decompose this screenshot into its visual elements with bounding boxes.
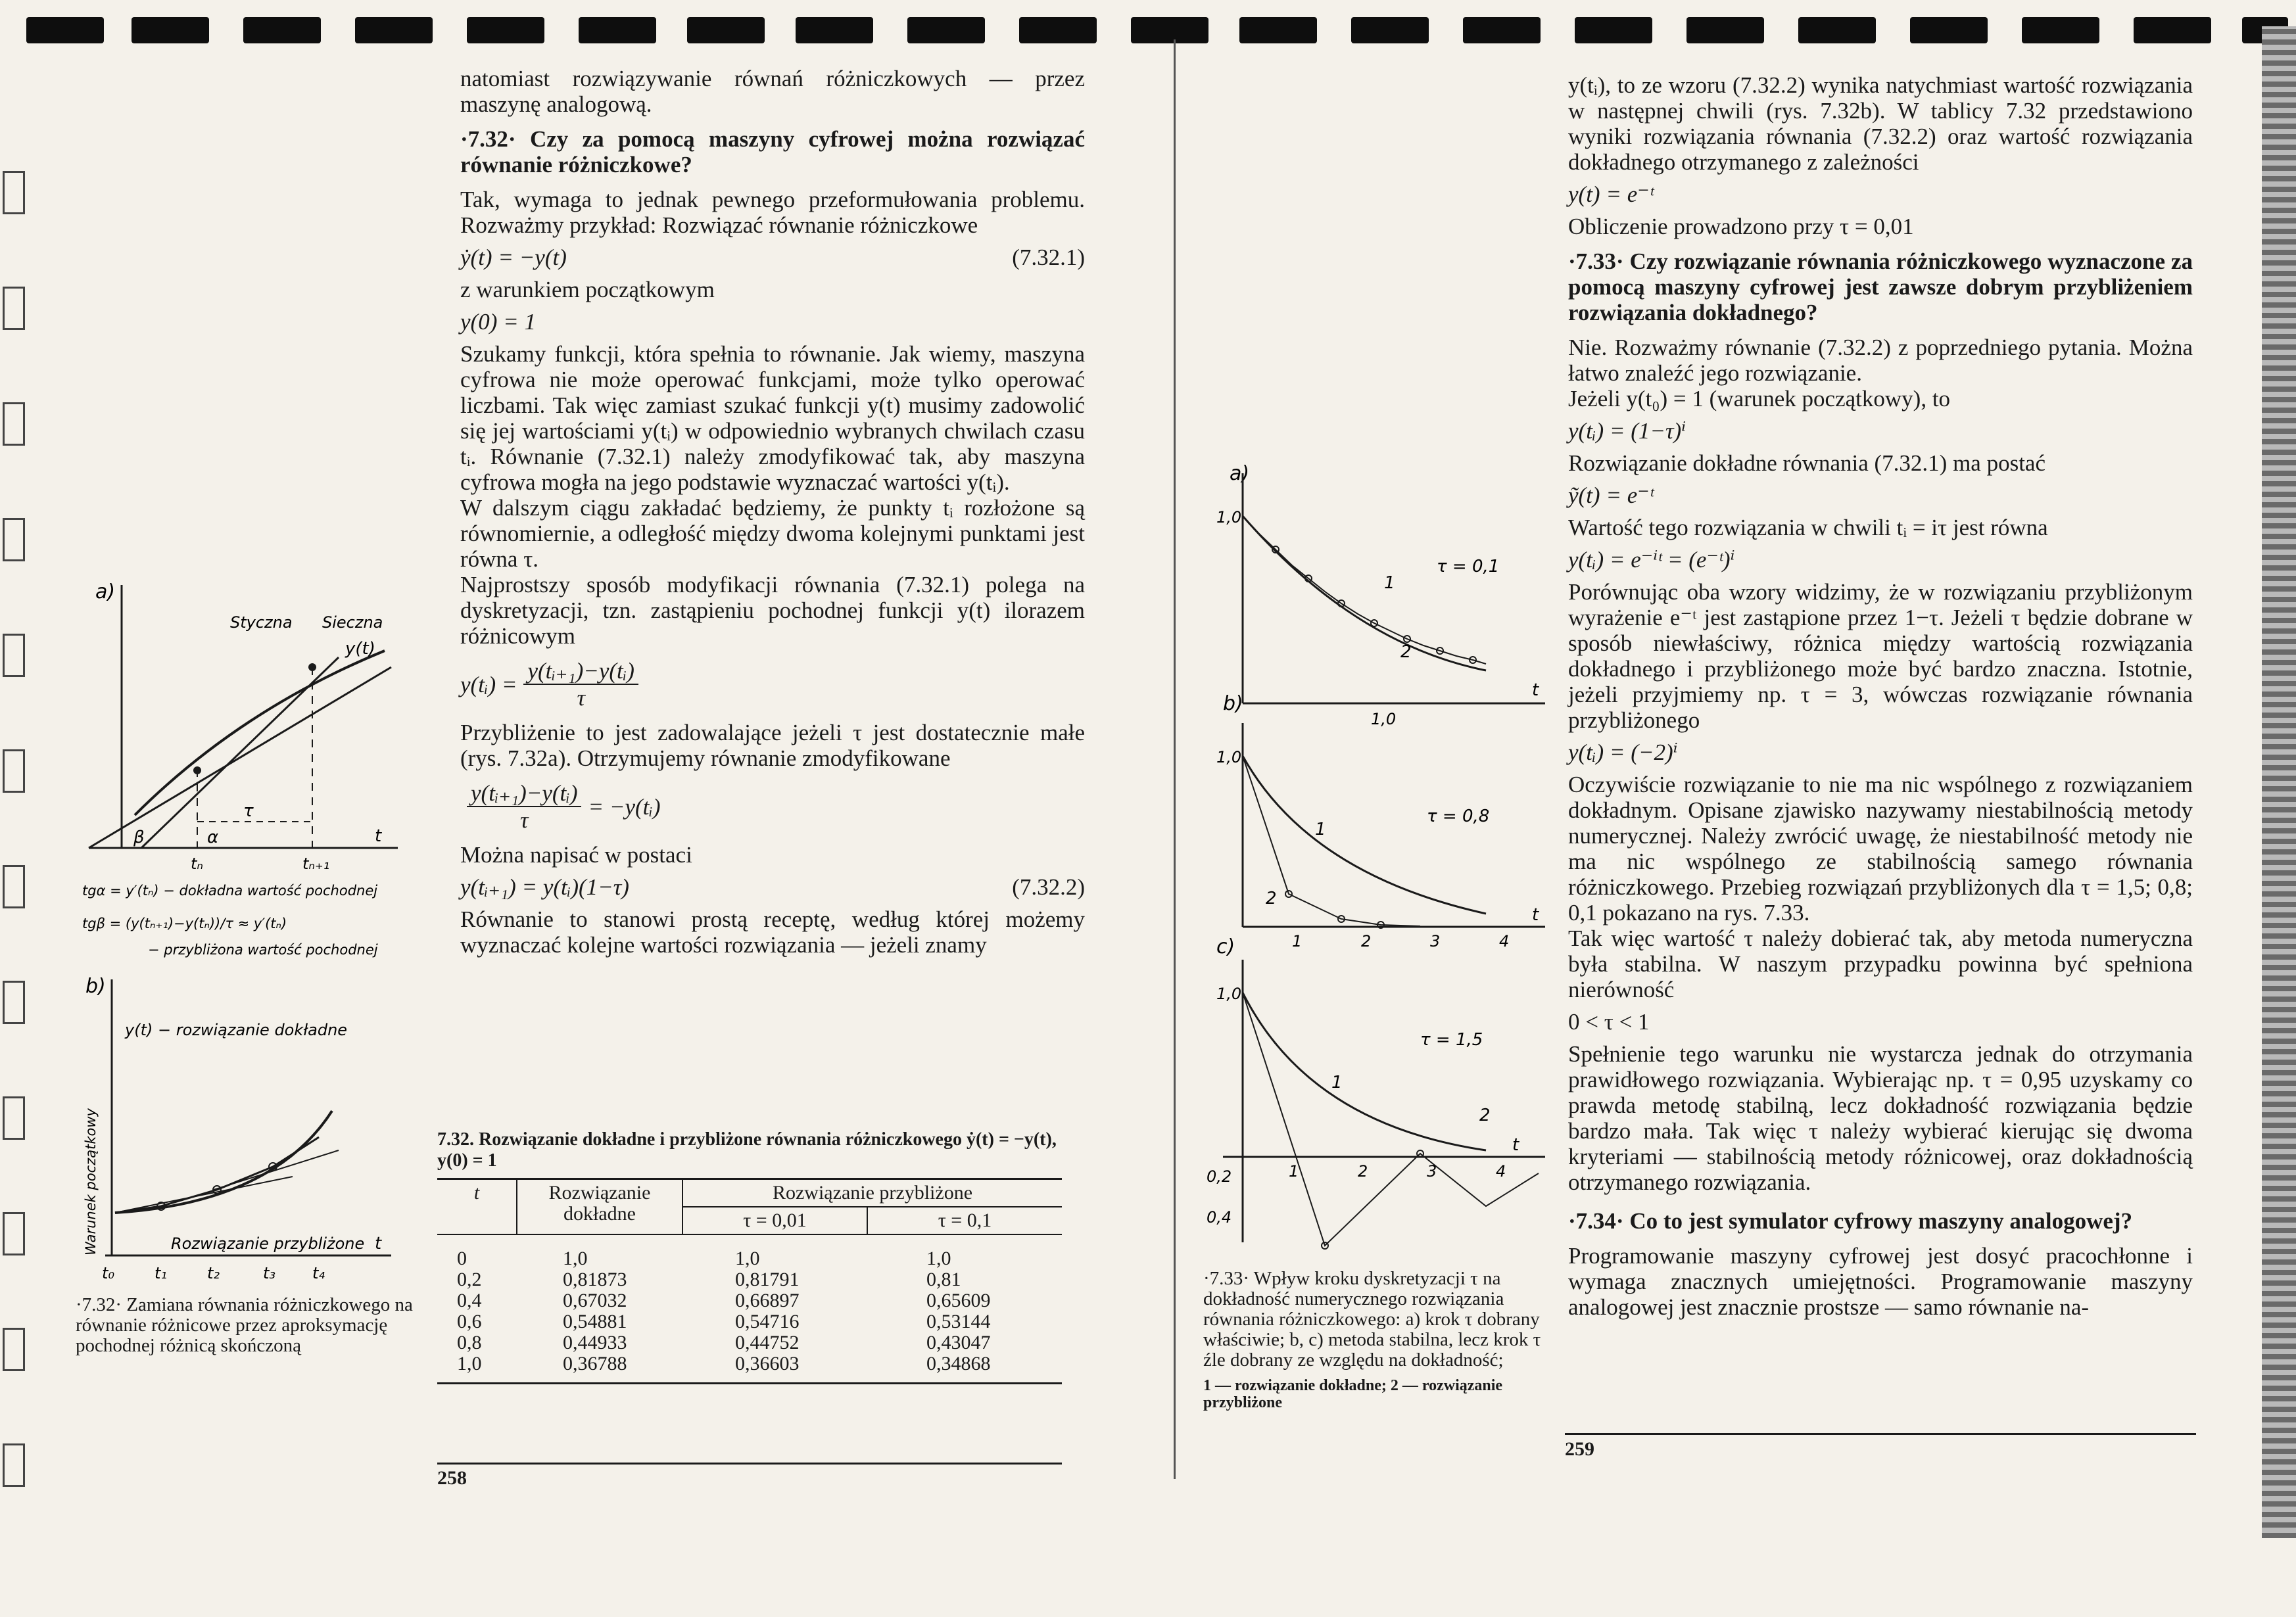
table-cell: 0,53144 — [926, 1311, 991, 1332]
paragraph: natomiast rozwiązywanie równań różniczkowych — przez maszynę analogową. — [460, 66, 1085, 117]
book-gutter — [1174, 39, 1176, 1479]
edge-mark — [3, 981, 25, 1024]
fig-a-label: a) — [95, 580, 116, 603]
fig-a-styczna: Styczna — [230, 613, 293, 632]
sprocket-hole — [1798, 17, 1876, 43]
panel-b-y-1: 1,0 — [1216, 748, 1242, 766]
fig-b-tick-t1: t₁ — [155, 1264, 168, 1282]
fig-a-sieczna: Sieczna — [322, 613, 383, 632]
panel-b-tick-2: 2 — [1361, 932, 1372, 950]
page-number-left: 258 — [437, 1467, 467, 1489]
fraction-numerator: y(tᵢ₊₁)−y(tᵢ) — [523, 658, 638, 685]
figure-7-32-caption: ·7.32· Zamiana równania różniczkowego na równanie różnicowe przez aproksymację pochodnej różnicą skończoną — [76, 1294, 413, 1356]
panel-a-approx-line — [1243, 516, 1486, 664]
paragraph: Rozwiązanie dokładne równania (7.32.1) ma postać — [1568, 450, 2045, 476]
panel-c-exact-curve — [1243, 993, 1486, 1150]
table-cell: 0,44933 — [563, 1332, 627, 1353]
panel-c-curve-2: 2 — [1479, 1106, 1491, 1125]
fig-a-tangent — [141, 657, 339, 848]
fig-b-tick-t2: t₂ — [207, 1264, 220, 1282]
fraction-numerator: y(tᵢ₊₁)−y(tᵢ) — [467, 780, 581, 807]
fig-a-point-tn — [193, 766, 201, 774]
paragraph: Programowanie maszyny cyfrowej jest dosyć pracochłonne i wymaga znacznych umiejętności. Programowanie maszyny analogowej jest znacznie prostsze — samo równanie na- — [1568, 1243, 2193, 1320]
col-header-exact: Rozwiązanie dokładne — [517, 1180, 682, 1234]
fig-b-exact: y(t) − rozwiązanie dokładne — [125, 1021, 348, 1039]
fig-a-beta: β — [133, 828, 145, 847]
fig-b-tick-t4: t₄ — [312, 1264, 325, 1282]
col-tau001-values — [682, 1234, 867, 1377]
table-cell: 0,65609 — [926, 1290, 991, 1311]
panel-b-curve-2: 2 — [1266, 889, 1277, 908]
sprocket-hole — [355, 17, 433, 43]
edge-mark — [3, 518, 25, 561]
panel-a-curve-1: 1 — [1384, 573, 1395, 593]
figure-7-33 — [1203, 454, 1558, 1440]
edge-mark — [3, 1443, 25, 1487]
panel-c-tau: τ = 1,5 — [1420, 1030, 1483, 1050]
question-7-34: ·7.34· Co to jest symulator cyfrowy maszyny analogowej? — [1568, 1208, 2133, 1234]
table-cell: 0,81791 — [735, 1269, 800, 1290]
edge-mark — [3, 1096, 25, 1140]
question-7-32: ·7.32· Czy za pomocą maszyny cyfrowej można rozwiązać równanie różniczkowe? — [460, 126, 1085, 177]
col-header-t: t — [437, 1180, 517, 1234]
fig-a-t: t — [375, 826, 382, 846]
panel-c-y-02: 0,2 — [1207, 1167, 1232, 1186]
fig-b-approx-line — [115, 1137, 319, 1213]
panel-b-tau: τ = 0,8 — [1427, 807, 1490, 826]
equation — [1568, 482, 2193, 508]
panel-c-tick-4: 4 — [1496, 1162, 1506, 1181]
panel-c-y-1: 1,0 — [1216, 985, 1242, 1003]
sprocket-hole — [687, 17, 765, 43]
fig-a-note2: tgβ = (y(tₙ₊₁)−y(tₙ))/τ ≈ y′(tₙ) — [82, 916, 287, 931]
paragraph: Szukamy funkcji, która spełnia to równanie. Jak wiemy, maszyna cyfrowa nie może operować funkcjami, może tylko operować liczbami. Tak więc zamiast szukać funkcji y(t) musimy zadowolić się jej wartościami y(tᵢ) w odpowiednio wybranych chwilach czasu tᵢ. Równanie (7.32.1) należy zmodyfikować tak, aby maszyna cyfrowa mogła na jego podstawie wyznaczać wartości y(tᵢ). — [460, 341, 1085, 495]
panel-b-exact-curve — [1243, 756, 1486, 914]
page-number-right: 259 — [1565, 1438, 1594, 1460]
paragraph: Obliczenie prowadzono przy τ = 0,01 — [1568, 214, 1914, 239]
fig-a-note1: tgα = y′(tₙ) − dokładna wartość pochodnej — [82, 883, 378, 899]
panel-a-label: a) — [1230, 462, 1250, 485]
paragraph: Porównując oba wzory widzimy, że w rozwiązaniu przybliżonym wyrażenie e⁻ᵗ jest zastąpione przez 1−τ. Jeżeli τ będzie dobrane w sposób niewłaściwy, różnica między wartością rozwiązania dokładnego i przybliżonego może być bardzo znaczna. Istotnie, jeżeli przyjmiemy np. τ = 3, wówczas rozwiązanie równania przybliżonego — [1568, 579, 2193, 733]
edge-mark — [3, 171, 25, 214]
equation-body: ỹ(t) = e⁻ᵗ — [1568, 482, 1654, 508]
sprocket-hole — [243, 17, 321, 43]
edge-mark — [3, 402, 25, 446]
panel-a-t: t — [1532, 680, 1539, 700]
panel-b-label: b) — [1223, 692, 1243, 715]
table-cell: 0,66897 — [735, 1290, 800, 1311]
fig-b-t: t — [375, 1234, 382, 1254]
table-cell: 0,6 — [457, 1311, 482, 1332]
sprocket-hole — [579, 17, 656, 43]
equation-body: 0 < τ < 1 — [1568, 1009, 1650, 1035]
equation — [1568, 547, 2193, 573]
sprocket-hole — [1575, 17, 1652, 43]
page-bottom-rule — [437, 1463, 1062, 1465]
fig-a-tau: τ — [243, 801, 254, 821]
sprocket-hole — [1239, 17, 1317, 43]
edge-mark — [3, 634, 25, 677]
panel-a-exact-curve — [1243, 516, 1486, 670]
fig-a-note3: − przybliżona wartość pochodnej — [148, 942, 378, 958]
paragraph: z warunkiem początkowym — [460, 277, 715, 302]
fig-a-yt: y(t) — [345, 639, 375, 659]
question-7-33: ·7.33· Czy rozwiązanie równania różniczkowego wyznaczone za pomocą maszyny cyfrowej jest zawsze dobrym przybliżeniem rozwiązania dokładnego? — [1568, 248, 2193, 325]
paragraph: y(tᵢ), to ze wzoru (7.32.2) wynika natychmiast wartość rozwiązania w następnej chwili (rys. 7.32b). W tablicy 7.32 przedstawiono wyniki rozwiązania równania (7.32.2) oraz wartość rozwiązania dokładnego otrzymanego z zależności — [1568, 72, 2193, 175]
panel-c-tick-1: 1 — [1289, 1162, 1299, 1181]
equation-difference-quotient — [460, 658, 1085, 711]
right-page-text — [1568, 72, 2193, 1320]
figure-7-33-legend: 1 — rozwiązanie dokładne; 2 — rozwiązanie przybliżone — [1203, 1377, 1503, 1411]
paragraph: Przybliżenie to jest zadowalające jeżeli τ jest dostatecznie małe (rys. 7.32a). Otrzymujemy równanie zmodyfikowane — [460, 720, 1085, 771]
fraction-denominator: τ — [577, 685, 585, 711]
table-7-32 — [437, 1129, 1062, 1384]
table-cell: 0,67032 — [563, 1290, 627, 1311]
paragraph: Tak więc wartość τ należy dobierać tak, aby metoda numeryczna była stabilna. W naszym przypadku powinna być spełniona nierówność — [1568, 926, 2193, 1002]
sprocket-hole — [1351, 17, 1429, 43]
table-cell: 0,81 — [926, 1269, 961, 1290]
panel-a-y-1: 1,0 — [1216, 508, 1242, 527]
panel-b-curve-1: 1 — [1315, 820, 1326, 839]
fig-b-tick-t0: t₀ — [102, 1264, 115, 1282]
paragraph: Wartość tego rozwiązania w chwili tᵢ = iτ jest równa — [1568, 515, 2048, 540]
figure-7-33-caption: ·7.33· Wpływ kroku dyskretyzacji τ na dokładność numerycznego rozwiązania równania różniczkowego: a) krok τ dobrany właściwie; b, c) metoda stabilna, lecz krok τ źle dobrany ze względu na dokładność; — [1203, 1268, 1541, 1371]
panel-a-x-1: 1,0 — [1371, 710, 1397, 728]
fig-b-tangent-1 — [115, 1177, 293, 1213]
edge-mark — [3, 865, 25, 908]
sprocket-hole — [2022, 17, 2099, 43]
table-cell: 0,34868 — [926, 1353, 991, 1374]
fig-a-secant — [89, 667, 391, 848]
col-t-values — [437, 1234, 517, 1377]
fraction-denominator: τ — [519, 807, 529, 833]
panel-c-label: c) — [1216, 935, 1235, 958]
right-edge-scan-noise — [2262, 26, 2296, 1538]
paragraph: Można napisać w postaci — [460, 842, 692, 868]
paragraph: Spełnienie tego warunku nie wystarcza jednak do otrzymania prawidłowego rozwiązania. Wybierając np. τ = 0,95 uzyskamy co prawda metodę stabilną, lecz dokładność rozwiązania będzie bardzo mała. Tak więc τ należy wybierać kierując się dwoma kryteriami — stabilnością metody różnicowej, oraz dokładnością otrzymanego rozwiązania. — [1568, 1041, 2193, 1195]
panel-c-curve-1: 1 — [1331, 1073, 1343, 1092]
equation-body: y(tᵢ) = e⁻ⁱᵗ = (e⁻ᵗ)ⁱ — [1568, 547, 1735, 573]
equation-initial — [460, 309, 1085, 335]
paragraph: Nie. Rozważmy równanie (7.32.2) z poprzedniego pytania. Można łatwo znaleźć jego rozwiązanie. — [1568, 335, 2193, 386]
equation-body: y(tᵢ) = (−2)ⁱ — [1568, 739, 1678, 765]
table-cell: 0,36603 — [735, 1353, 800, 1374]
sprocket-hole — [907, 17, 985, 43]
equation — [1568, 1009, 2193, 1035]
equation-body: ẏ(t) = −y(t) — [460, 245, 567, 270]
col-header-approx: Rozwiązanie przybliżone — [682, 1180, 1062, 1207]
edge-mark — [3, 287, 25, 330]
table-cell: 1,0 — [563, 1248, 588, 1269]
equation-modified — [460, 780, 1085, 833]
col-tau01-values — [867, 1234, 1062, 1377]
table-cell: 0,54716 — [735, 1311, 800, 1332]
table-cell: 1,0 — [457, 1353, 482, 1374]
paragraph: W dalszym ciągu zakładać będziemy, że punkty tᵢ rozłożone są równomiernie, a odległość między dwoma kolejnymi punktami jest równa τ. — [460, 495, 1085, 572]
sprocket-hole — [132, 17, 209, 43]
col-header-tau-001: τ = 0,01 — [682, 1207, 867, 1234]
fig-b-tangent-2 — [214, 1150, 339, 1190]
panel-a-curve-2: 2 — [1400, 642, 1412, 662]
edge-mark — [3, 749, 25, 793]
panel-c-approx-line — [1243, 993, 1539, 1246]
sprocket-hole — [2134, 17, 2211, 43]
equation-lhs: y(tᵢ) = — [460, 671, 517, 697]
paragraph: Równanie to stanowi prostą receptę, według której możemy wyznaczać kolejne wartości rozwiązania — jeżeli znamy — [460, 906, 1085, 958]
panel-c-tick-2: 2 — [1358, 1162, 1368, 1181]
table-cell: 0,81873 — [563, 1269, 627, 1290]
paragraph: Jeżeli y(t₀) = 1 (warunek początkowy), to — [1568, 386, 1951, 411]
table-cell: 0,43047 — [926, 1332, 991, 1353]
equation — [1568, 181, 2193, 207]
panel-b-tick-1: 1 — [1292, 932, 1303, 950]
paragraph: Najprostszy sposób modyfikacji równania (7.32.1) polega na dyskretyzacji, tzn. zastąpieniu pochodnej funkcji y(t) ilorazem różnicowym — [460, 572, 1085, 649]
sprocket-hole — [1910, 17, 1988, 43]
panel-c-t: t — [1512, 1135, 1519, 1155]
sprocket-hole — [1131, 17, 1208, 43]
panel-c-tick-3: 3 — [1427, 1162, 1437, 1181]
left-page-text — [460, 66, 1085, 958]
col-header-tau-01: τ = 0,1 — [938, 1209, 992, 1231]
panel-a-tau: τ = 0,1 — [1437, 557, 1500, 576]
sprocket-hole — [467, 17, 544, 43]
figure-7-32-drawing — [76, 572, 431, 1282]
sprocket-hole — [1686, 17, 1764, 43]
fig-b-label: b) — [85, 975, 106, 998]
table-cell: 0,2 — [457, 1269, 482, 1290]
fraction — [467, 780, 581, 833]
sprocket-hole — [1019, 17, 1097, 43]
table-header-row — [437, 1180, 1062, 1207]
edge-mark — [3, 1328, 25, 1371]
panel-c-y-04: 0,4 — [1207, 1208, 1232, 1227]
equation — [1568, 418, 2193, 444]
panel-b-tick-4: 4 — [1499, 932, 1510, 950]
table-cell: 1,0 — [926, 1248, 951, 1269]
equation-body: y(tᵢ₊₁) = y(tᵢ)(1−τ) — [460, 874, 629, 900]
equation-body: y(0) = 1 — [460, 309, 536, 335]
equation-rhs: = −y(tᵢ) — [588, 793, 661, 820]
fig-b-initial: Warunek początkowy — [83, 1108, 99, 1255]
left-edge-marks — [3, 171, 25, 1591]
table-body-row — [437, 1234, 1062, 1377]
results-table — [437, 1180, 1062, 1377]
sprocket-hole — [1463, 17, 1541, 43]
sprocket-hole — [26, 17, 104, 43]
equation-number: (7.32.1) — [1012, 245, 1085, 270]
fig-a-point-tn1 — [308, 663, 316, 671]
panel-b-tick-3: 3 — [1430, 932, 1441, 950]
table-cell: 0,44752 — [735, 1332, 800, 1353]
edge-mark — [3, 1212, 25, 1255]
fig-b-exact-curve — [115, 1111, 332, 1213]
fig-a-tn: tₙ — [191, 855, 203, 873]
table-cell: 0 — [457, 1248, 467, 1269]
panel-b-t: t — [1532, 905, 1539, 925]
figure-7-32 — [76, 572, 431, 1380]
equation-number: (7.32.2) — [1012, 874, 1085, 900]
page-bottom-rule — [1565, 1433, 2196, 1435]
equation-body: y(tᵢ) = (1−τ)ⁱ — [1568, 418, 1686, 444]
table-cell: 0,4 — [457, 1290, 482, 1311]
table-title: 7.32. Rozwiązanie dokładne i przybliżone równania różniczkowego ẏ(t) = −y(t), y(0) = 1 — [437, 1129, 1057, 1171]
equation-body: y(t) = e⁻ᵗ — [1568, 181, 1654, 207]
sprocket-hole — [796, 17, 873, 43]
col-exact-values — [517, 1234, 682, 1377]
table-cell: 0,54881 — [563, 1311, 627, 1332]
fig-b-approx: Rozwiązanie przybliżone — [171, 1234, 365, 1253]
fig-a-alpha: α — [207, 828, 219, 847]
table-cell: 0,36788 — [563, 1353, 627, 1374]
fraction — [523, 658, 638, 711]
equation-7-32-2 — [460, 874, 1085, 900]
equation — [1568, 739, 2193, 765]
equation-7-32-1 — [460, 245, 1085, 270]
fig-a-tn1: tₙ₊₁ — [302, 855, 330, 873]
paragraph: Oczywiście rozwiązanie to nie ma nic wspólnego z rozwiązaniem dokładnym. Opisane zjawisko nazywamy niestabilnością metody numerycznej. Należy zwrócić uwagę, że niestabilność metody nie ma nic wspólnego ze stabilnością samego równania różniczkowego. Przebieg rozwiązań przybliżonych dla τ = 1,5; 0,8; 0,1 pokazano na rys. 7.33. — [1568, 772, 2193, 926]
paragraph: Tak, wymaga to jednak pewnego przeformułowania problemu. Rozważmy przykład: Rozwiązać równanie różniczkowe — [460, 187, 1085, 238]
film-strip — [0, 0, 2296, 55]
table-cell: 1,0 — [735, 1248, 760, 1269]
table-cell: 0,8 — [457, 1332, 482, 1353]
fig-b-tick-t3: t₃ — [263, 1264, 276, 1282]
figure-7-33-drawing — [1203, 454, 1558, 1262]
